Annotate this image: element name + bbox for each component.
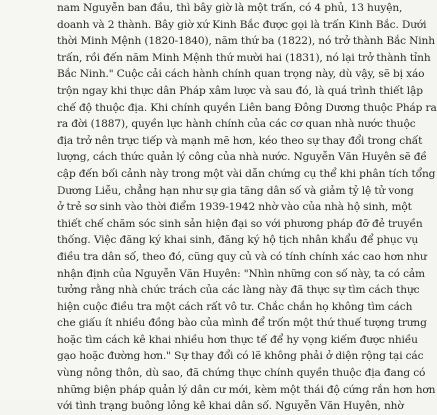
text-line: trộn ngay khi thực dân Pháp xâm lược và sau đó, là quá trình thiết lập [57, 84, 423, 97]
text-line: nam Nguyễn ban đầu, thì bây giờ là một trấn, có 4 phủ, 13 huyện, [57, 2, 403, 14]
text-line: hoặc tìm cách kê khai nhiều hơn thực tế để hy vọng kiếm được nhiều [57, 333, 418, 346]
text-line: địa trở nên trực tiếp và mạnh mẽ hơn, kéo theo sự thay đổi trong chất [57, 134, 423, 147]
text-line: điều tra dân số, theo đó, cũng quy củ và có tính chính xác cao hơn như [57, 250, 427, 263]
text-line: thống. Việc đăng ký khai sinh, đăng ký hộ tịch nhân khẩu để phục vụ [57, 234, 419, 247]
text-line: cập đến bối cảnh này trong một vài dẫn chứng cụ thể khi phân tích tổng [57, 167, 436, 180]
text-line: với tình trạng buông lỏng kê khai dân số. Nguyễn Văn Huyên, nhờ [57, 400, 404, 413]
text-line: vùng nông thôn, dù sao, đã chứng thực chính quyền thuộc địa đang có [57, 367, 426, 380]
text-line: hiện cuộc điều tra một cách rất vô tư. Chắc chắn họ không tìm cách [57, 300, 413, 313]
text-line: tưởng rằng nhà chức trách của các làng này đã thực sự tìm cách thực [57, 284, 420, 297]
text-line: doanh và 2 thành. Bây giờ xứ Kinh Bắc được gọi là trấn Kinh Bắc. Dưới [57, 18, 427, 31]
text-line: chế độ thuộc địa. Khi chính quyền Liên bang Đông Dương thuộc Pháp ra [57, 101, 437, 114]
text-line: Dương Liễu, chẳng hạn như sự gia tăng dân số và giảm tỷ lệ tử vong [57, 184, 414, 197]
text-line: ở trẻ sơ sinh vào thời điểm 1939-1942 nhờ vào của nhà hộ sinh, một [57, 201, 412, 214]
text-line: những biện pháp quản lý dân cư mới, kèm một thái độ cứng rắn hơn hơn [57, 383, 436, 396]
text-line: che giấu ít nhiều đồng bào của mình để trốn một thứ thuế tượng trưng [57, 317, 427, 330]
text-line: Bắc Ninh." Cuộc cải cách hành chính quan trọng này, dù vậy, sẽ bị xáo [57, 68, 425, 81]
text-line: thiết chế chăm sóc sinh sản hiện đại so với phương pháp đỡ đẻ truyền [57, 217, 423, 230]
text-line: gạo hoặc đường hơn." Sự thay đổi có lẽ không phải ở diện rộng tại các [57, 350, 424, 363]
text-line: nhận định của Nguyễn Văn Huyên: "Nhìn những con số này, ta có cảm [57, 267, 425, 280]
text-line: thời Minh Mệnh (1820-1840), năm thứ ba (1822), nó trở thành Bắc Ninh [57, 35, 435, 48]
text-line: trấn, rồi đến năm Minh Mệnh thứ mười hai (1831), nó lại trở thành tỉnh [57, 51, 431, 64]
text-line: ra đời (1887), quyền lực hành chính của các cơ quan nhà nước thuộc [57, 118, 416, 131]
body-text [57, 0, 437, 415]
text-line: lượng, cách thức quản lý công của nhà nước. Nguyễn Văn Huyên sẽ đề [57, 151, 427, 164]
